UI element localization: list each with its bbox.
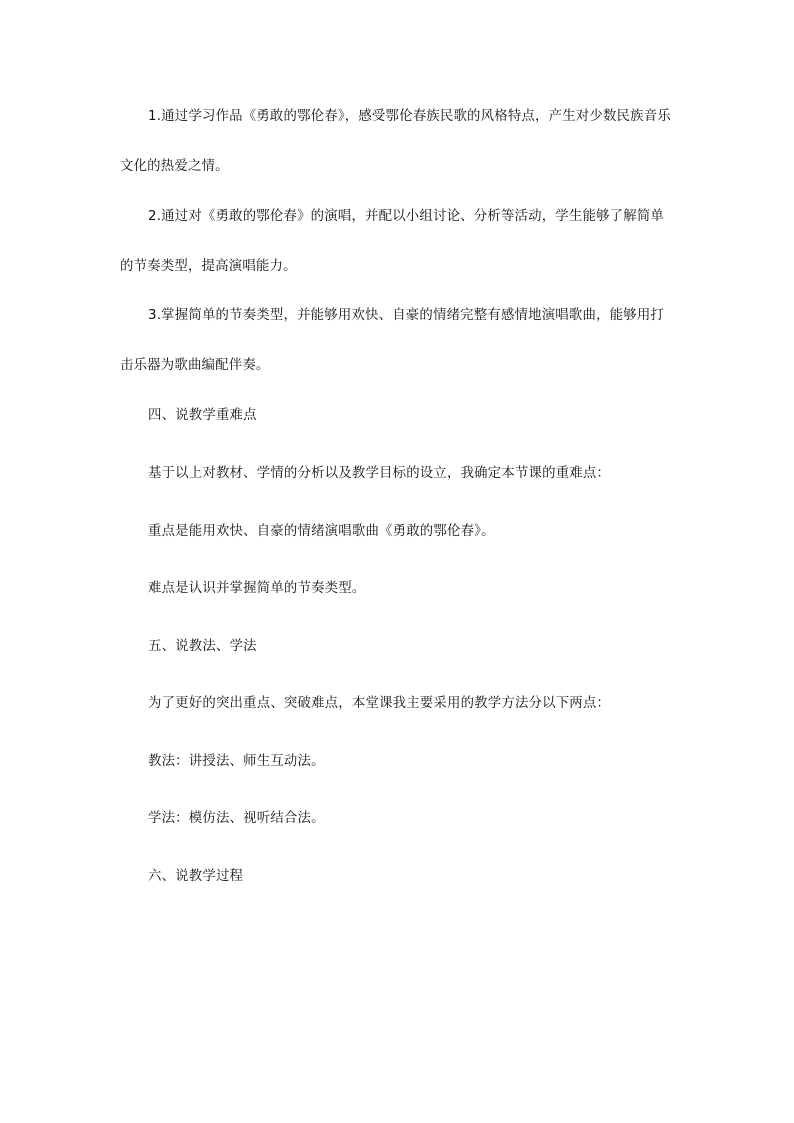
teaching-method-text: 教法：讲授法、师生互动法。 xyxy=(148,754,325,769)
difficult-point-text: 难点是认识并掌握简单的节奏类型。 xyxy=(148,581,366,596)
section-5-heading: 五、说教法、学法 xyxy=(148,639,257,654)
goal-paragraph-2: 2.通过对《勇敢的鄂伦春》的演唱，并配以小组讨论、分析等活动，学生能够了解简单的节奏类型，提高演唱能力。 xyxy=(120,209,665,274)
key-point-text: 重点是能用欢快、自豪的情绪演唱歌曲《勇敢的鄂伦春》。 xyxy=(148,524,495,539)
section-6-heading: 六、说教学过程 xyxy=(148,869,244,884)
section-4-heading: 四、说教学重难点 xyxy=(148,408,257,423)
section-4-intro: 基于以上对教材、学情的分析以及教学目标的设立，我确定本节课的重难点： xyxy=(148,466,611,481)
goal-paragraph-1: 1.通过学习作品《勇敢的鄂伦春》，感受鄂伦春族民歌的风格特点，产生对少数民族音乐文化的热爱之情。 xyxy=(120,109,671,174)
goal-paragraph-3: 3.掌握简单的节奏类型，并能够用欢快、自豪的情绪完整有感情地演唱歌曲，能够用打击乐器为歌曲编配伴奏。 xyxy=(120,308,665,373)
section-5-intro: 为了更好的突出重点、突破难点，本堂课我主要采用的教学方法分以下两点： xyxy=(148,696,611,711)
learning-method-text: 学法：模仿法、视听结合法。 xyxy=(148,811,325,826)
